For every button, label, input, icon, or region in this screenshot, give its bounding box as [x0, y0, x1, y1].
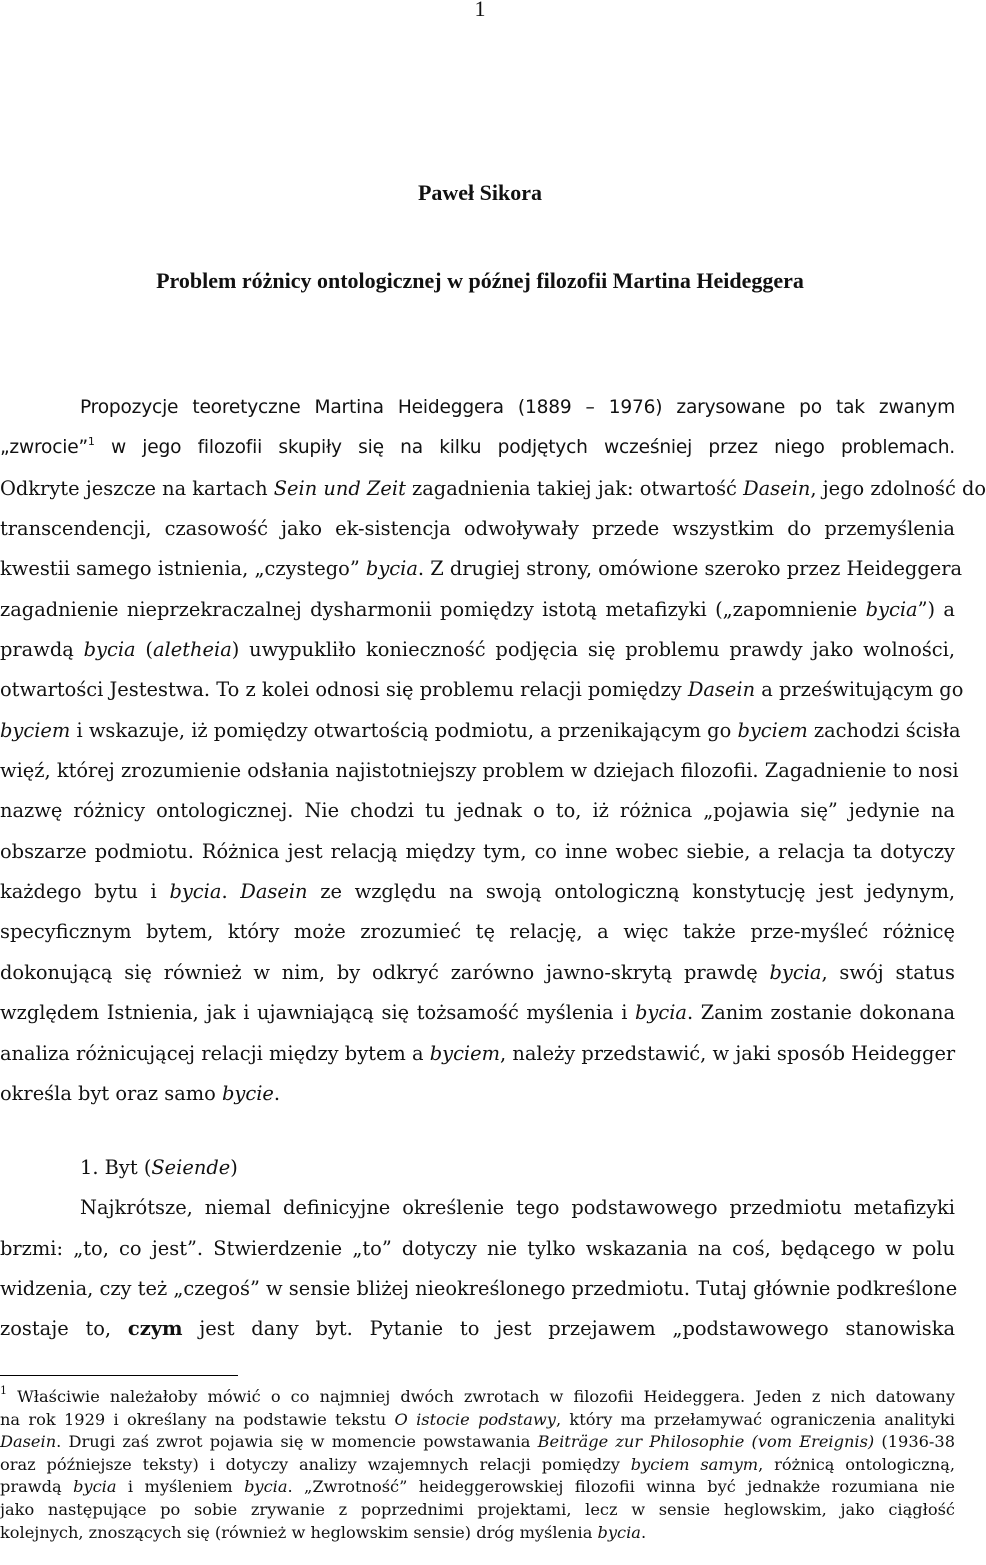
text-line: analiza różnicującej relacji między bytem a byciem, należy przedstawić, w jaki sposób Heidegger	[0, 1041, 956, 1065]
text-line: każdego bytu i bycia. Dasein ze względu na swoją ontologiczną konstytucję jest jedynym,	[0, 880, 955, 904]
author-name: Paweł Sikora	[417, 180, 543, 205]
text-line: kwestii samego istnienia, „czystego” bycia. Z drugiej strony, omówione szeroko przez Heideggera	[0, 557, 963, 581]
text-line: Propozycje teoretyczne Martina Heideggera (1889 – 1976) zarysowane po tak zwanym	[80, 397, 955, 418]
text-line: byciem i wskazuje, iż pomiędzy otwartością podmiotu, a przenikającym go byciem zachodzi ścisła	[0, 718, 961, 742]
footnote-line: na rok 1929 i określany na podstawie tekstu O istocie podstawy, który ma przełamywać ograniczenia analityki	[0, 1409, 955, 1429]
text-line: zagadnienie nieprzekraczalnej dysharmonii pomiędzy istotą metafizyki („zapomnienie bycia”) a	[0, 597, 955, 621]
text-line: obszarze podmiotu. Różnica jest relacją między tym, co inne wobec siebie, a relacja ta dotyczy	[0, 839, 955, 863]
footnote-separator	[0, 1375, 238, 1376]
intro-paragraph	[0, 388, 986, 1114]
text-line: prawdą bycia (aletheia) uwypukliło konieczność podjęcia się problemu prawdy jako wolności,	[0, 638, 955, 662]
text-line: Najkrótsze, niemal definicyjne określenie tego podstawowego przedmiotu metafizyki	[80, 1196, 955, 1220]
page-number: 1	[474, 0, 486, 21]
section-byt	[0, 1148, 958, 1350]
footnote-line: $^1$ Właściwie należałoby mówić o co najmniej dwóch zwrotach w filozofii Heideggera. Jeden z nich datowany	[0, 1384, 955, 1406]
text-line: zostaje to, czym jest dany byt. Pytanie to jest przejawem „podstawowego stanowiska	[0, 1317, 955, 1341]
text-line: specyficznym bytem, który może zrozumieć tę relację, a więc także prze-myśleć różnicę	[0, 920, 955, 944]
text-line: Odkryte jeszcze na kartach Sein und Zeit zagadnienia takiej jak: otwartość Dasein, jego zdolność do	[0, 476, 986, 500]
text-line: „zwrocie”$^1$ w jego filozofii skupiły się na kilku podjętych wcześniej przez niego problemach.	[0, 435, 955, 459]
document-title: Problem różnicy ontologicznej w późnej filozofii Martina Heideggera	[156, 268, 804, 293]
text-line: dokonującą się również w nim, by odkryć zarówno jawno-skrytą prawdę bycia, swój status	[0, 960, 955, 984]
text-line: nazwę różnicy ontologicznej. Nie chodzi tu jednak o to, iż różnica „pojawia się” jedynie na	[0, 799, 955, 823]
footnote-line: prawdą bycia i myśleniem bycia. „Zwrotność” heideggerowskiej filozofii winna być jednakże rozumiana nie	[0, 1477, 955, 1497]
footnote	[0, 1386, 955, 1544]
text-line: transcendencji, czasowość jako ek-sistencja odwoływały przede wszystkim do przemyślenia	[0, 517, 955, 541]
text-line: otwartości Jestestwa. To z kolei odnosi się problemu relacji pomiędzy Dasein a prześwitującym go	[0, 678, 964, 702]
text-line: określa byt oraz samo bycie.	[0, 1081, 281, 1105]
footnote-reference[interactable]: 1	[87, 435, 95, 449]
text-line: brzmi: „to, co jest”. Stwierdzenie „to” dotyczy nie tylko wskazania na coś, będącego w polu	[0, 1236, 955, 1260]
section-heading: 1. Byt (Seiende)	[80, 1156, 238, 1179]
footnote-line: oraz późniejsze teksty) i dotyczy analizy wzajemnych relacji pomiędzy byciem samym, różnicą ontologiczną,	[0, 1454, 955, 1474]
footnote-mark: 1	[0, 1384, 7, 1397]
footnote-line: kolejnych, znoszących się (również w heglowskim sensie) dróg myślenia bycia.	[0, 1522, 647, 1542]
text-line: więź, której zrozumienie odsłania najistotniejszy problem w dziejach filozofii. Zagadnienie to nosi	[0, 759, 959, 783]
footnote-line: Dasein. Drugi zaś zwrot pojawia się w momencie powstawania Beiträge zur Philosophie (vom Ereignis) (1936-38	[0, 1432, 956, 1452]
text-line: widzenia, czy też „czegoś” w sensie bliżej nieokreślonego przedmiotu. Tutaj głównie podkreślone	[0, 1277, 958, 1301]
footnote-line: jako następujące po sobie zrywanie z poprzednimi projektami, lecz w sensie heglowskim, jako ciągłość	[0, 1499, 955, 1519]
text-line: względem Istnienia, jak i ujawniającą się tożsamość myślenia i bycia. Zanim zostanie dokonana	[0, 1001, 956, 1025]
